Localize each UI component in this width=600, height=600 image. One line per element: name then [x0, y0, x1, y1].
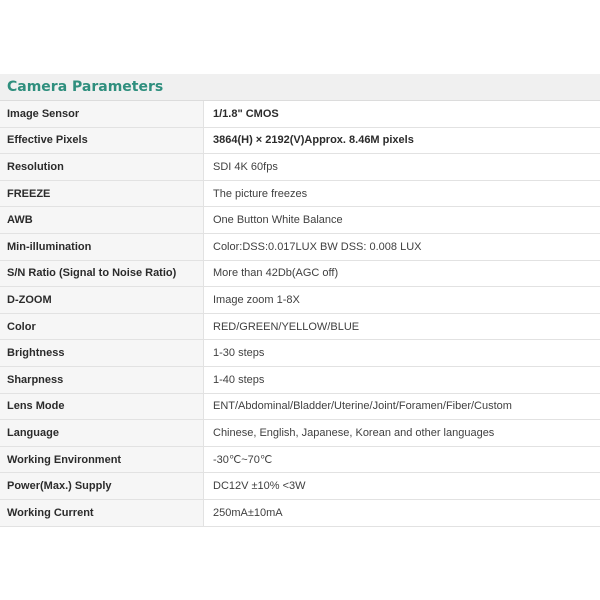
param-value: RED/GREEN/YELLOW/BLUE [204, 313, 600, 340]
param-name: AWB [0, 207, 204, 234]
param-value: The picture freezes [204, 180, 600, 207]
table-row [0, 313, 600, 340]
param-name: Language [0, 420, 204, 447]
param-value: 1-40 steps [204, 366, 600, 393]
table-row [0, 154, 600, 181]
table-row [0, 499, 600, 526]
param-value: SDI 4K 60fps [204, 154, 600, 181]
param-value: 250mA±10mA [204, 499, 600, 526]
param-value: Image zoom 1-8X [204, 287, 600, 314]
param-name: Working Current [0, 499, 204, 526]
param-value: One Button White Balance [204, 207, 600, 234]
param-name: Resolution [0, 154, 204, 181]
param-value: 1/1.8" CMOS [204, 101, 600, 127]
param-value: Chinese, English, Japanese, Korean and other languages [204, 420, 600, 447]
param-name: Color [0, 313, 204, 340]
param-name: Power(Max.) Supply [0, 473, 204, 500]
section-title: Camera Parameters [7, 79, 164, 95]
table-row [0, 446, 600, 473]
table-row [0, 366, 600, 393]
param-value: Color:DSS:0.017LUX BW DSS: 0.008 LUX [204, 233, 600, 260]
param-name: S/N Ratio (Signal to Noise Ratio) [0, 260, 204, 287]
param-value: 1-30 steps [204, 340, 600, 367]
param-value: -30℃~70℃ [204, 446, 600, 473]
param-name: Image Sensor [0, 101, 204, 127]
spec-table [0, 101, 600, 527]
param-name: Min-illumination [0, 233, 204, 260]
table-row [0, 101, 600, 127]
param-name: Lens Mode [0, 393, 204, 420]
param-name: Sharpness [0, 366, 204, 393]
param-name: FREEZE [0, 180, 204, 207]
table-row [0, 393, 600, 420]
camera-parameters-section [0, 74, 600, 527]
param-value: 3864(H) × 2192(V)Approx. 8.46M pixels [204, 127, 600, 154]
param-value: More than 42Db(AGC off) [204, 260, 600, 287]
table-row [0, 180, 600, 207]
table-row [0, 260, 600, 287]
table-row [0, 473, 600, 500]
section-header [0, 74, 600, 101]
table-row [0, 207, 600, 234]
table-row [0, 340, 600, 367]
table-row [0, 127, 600, 154]
param-value: DC12V ±10% <3W [204, 473, 600, 500]
param-name: Effective Pixels [0, 127, 204, 154]
spec-table-body [0, 101, 600, 526]
param-name: D-ZOOM [0, 287, 204, 314]
param-name: Brightness [0, 340, 204, 367]
table-row [0, 233, 600, 260]
table-row [0, 287, 600, 314]
param-value: ENT/Abdominal/Bladder/Uterine/Joint/Foramen/Fiber/Custom [204, 393, 600, 420]
table-row [0, 420, 600, 447]
param-name: Working Environment [0, 446, 204, 473]
